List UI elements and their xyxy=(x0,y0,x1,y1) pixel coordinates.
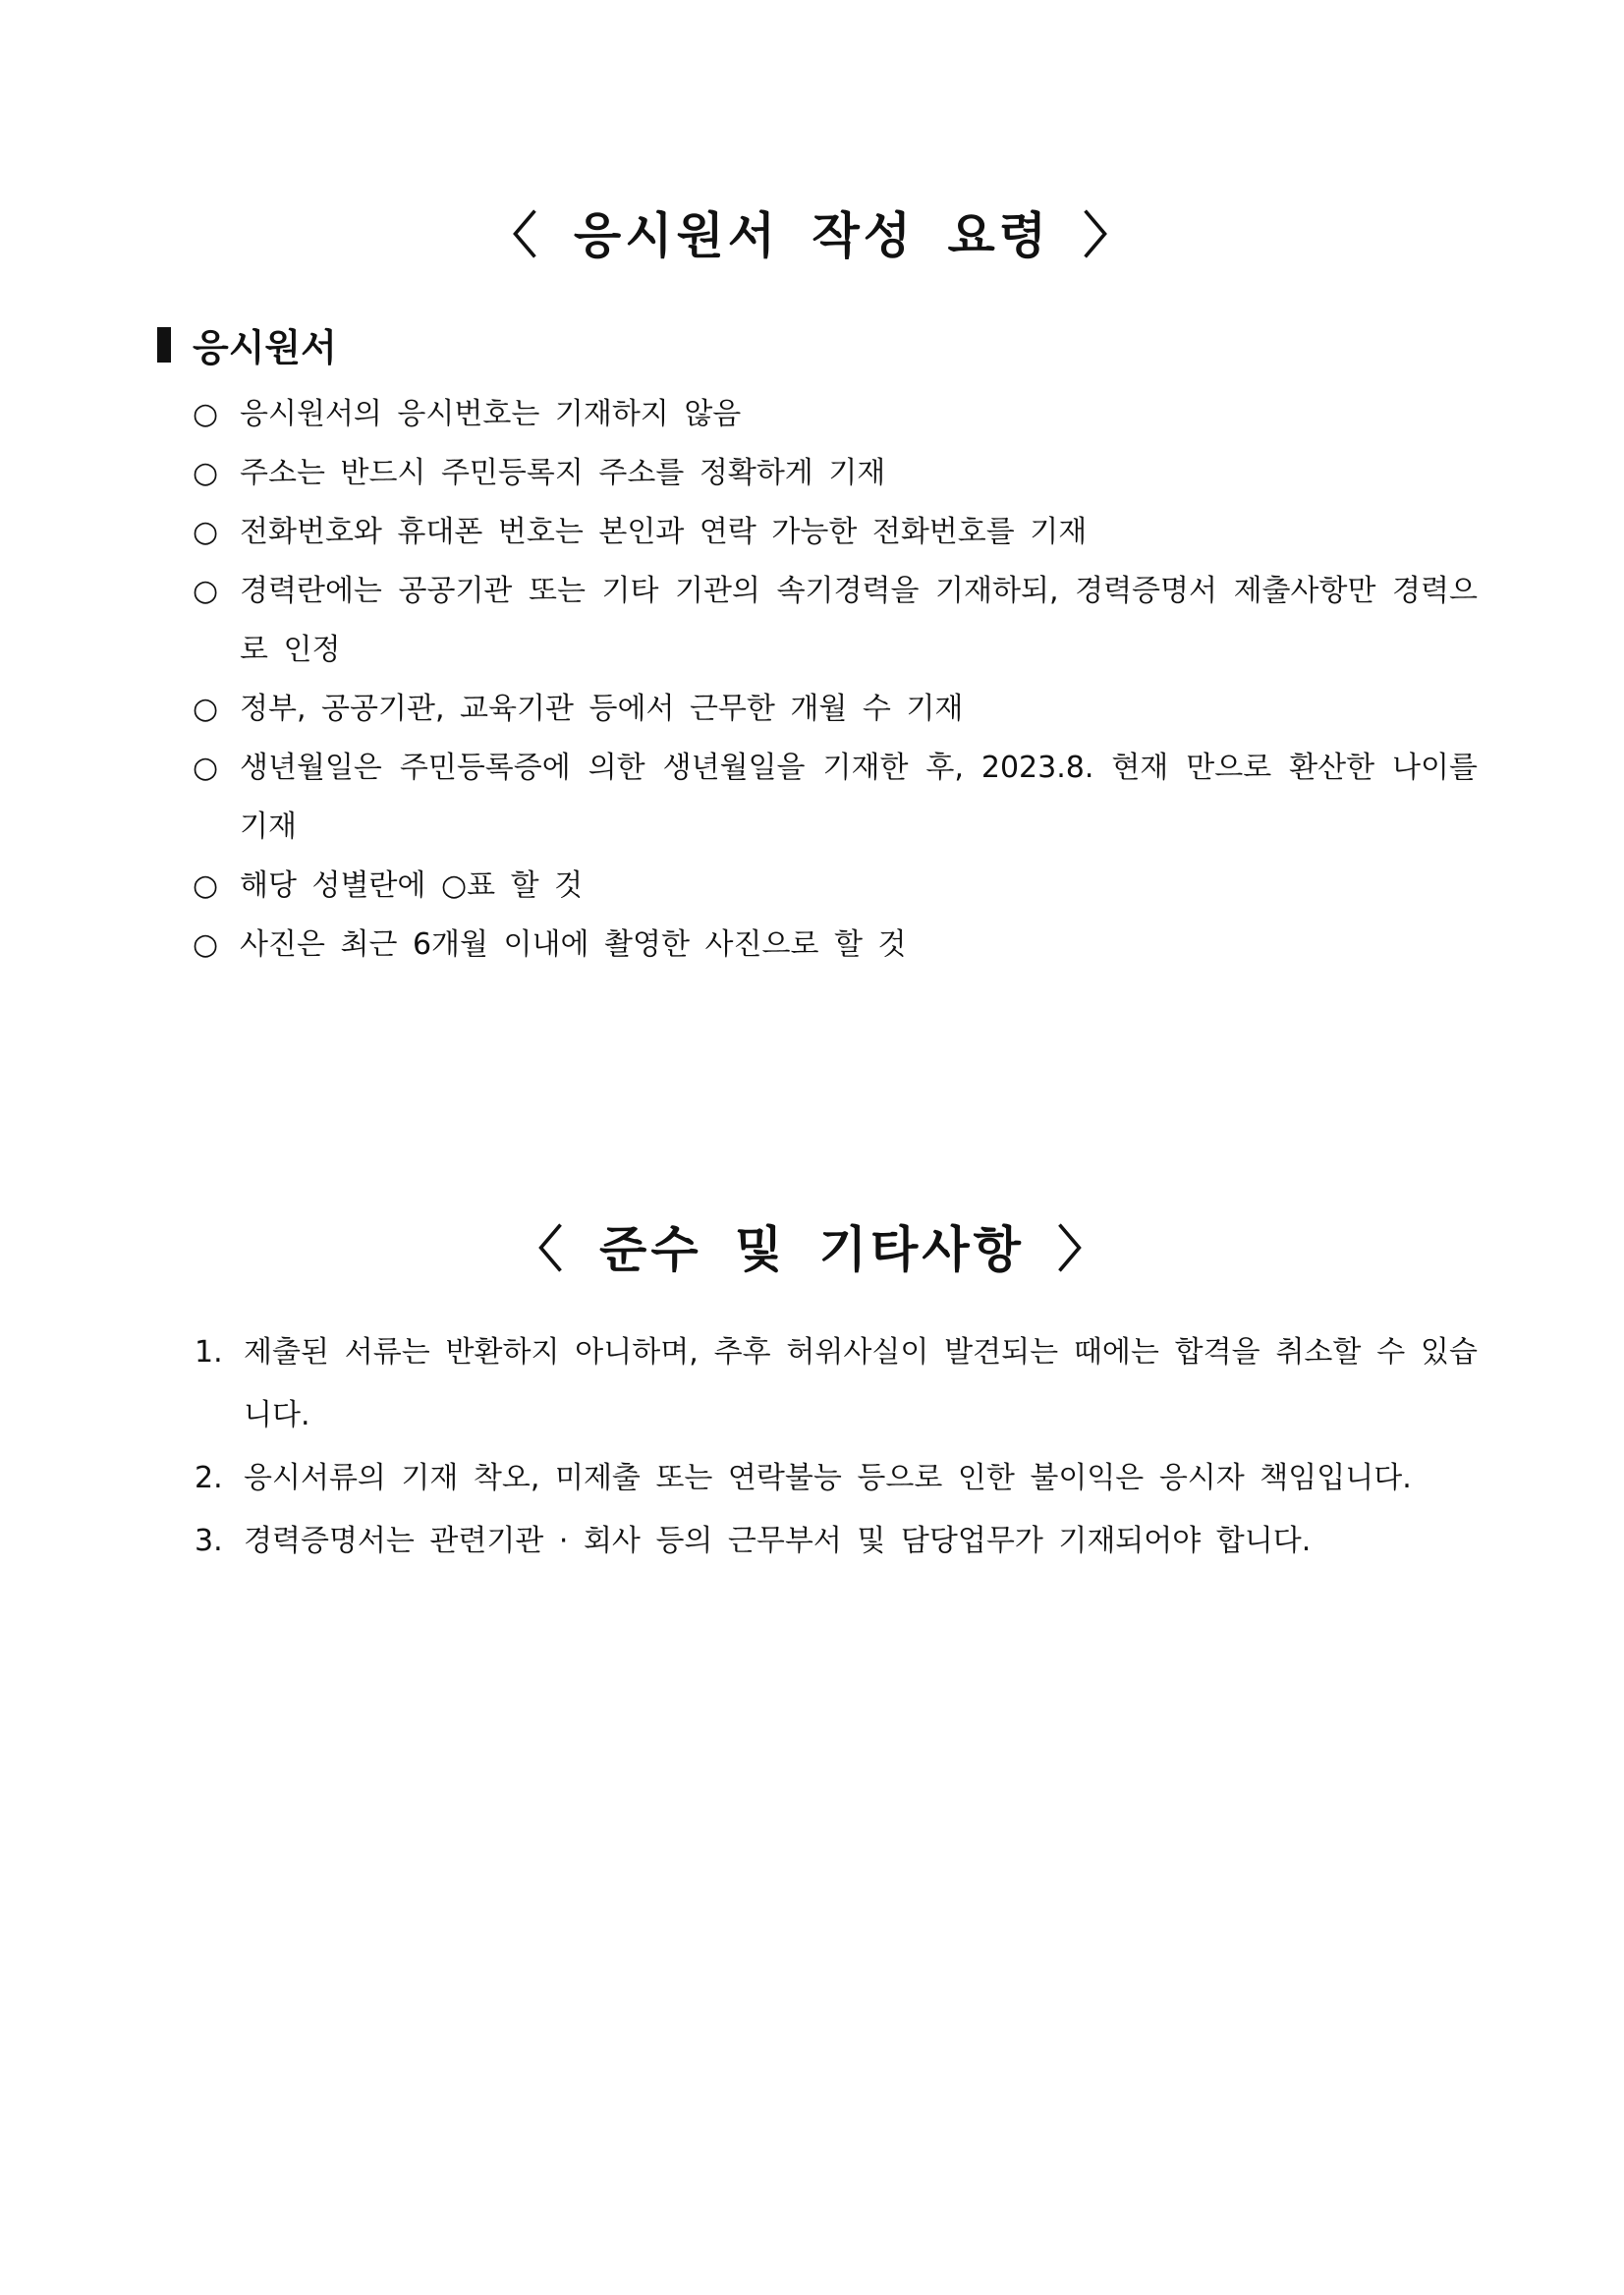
circle-bullet-icon: ○ xyxy=(193,692,219,726)
circle-bullet-icon: ○ xyxy=(193,751,219,785)
section-heading xyxy=(157,317,337,371)
list-item-text: 전화번호와 휴대폰 번호는 본인과 연락 가능한 전화번호를 기재 xyxy=(240,515,1088,549)
circle-bullet-icon: ○ xyxy=(193,927,219,962)
item-number: 1. xyxy=(195,1335,223,1370)
list-item xyxy=(195,1447,1478,1510)
list-item-text: 응시원서의 응시번호는 기재하지 않음 xyxy=(240,397,742,431)
square-bullet-icon xyxy=(157,327,171,363)
list-item xyxy=(193,916,1478,975)
list-item-text: 주소는 반드시 주민등록지 주소를 정확하게 기재 xyxy=(240,456,886,490)
list-item-text: 응시서류의 기재 착오, 미제출 또는 연락불능 등으로 인한 불이익은 응시자 책임입니다. xyxy=(244,1461,1412,1495)
list-item xyxy=(193,680,1478,739)
list-item xyxy=(195,1321,1478,1447)
list-item xyxy=(193,857,1478,916)
list-item xyxy=(193,739,1478,857)
list-item xyxy=(193,385,1478,444)
circle-bullet-icon: ○ xyxy=(193,574,219,608)
list-item-text: 경력증명서는 관련기관 · 회사 등의 근무부서 및 담당업무가 기재되어야 합니다. xyxy=(244,1524,1312,1558)
list-item xyxy=(195,1510,1478,1573)
list-item-text: 사진은 최근 6개월 이내에 촬영한 사진으로 할 것 xyxy=(240,927,907,962)
item-number: 2. xyxy=(195,1461,223,1495)
item-number: 3. xyxy=(195,1524,223,1558)
list-item-text: 정부, 공공기관, 교육기관 등에서 근무한 개월 수 기재 xyxy=(240,692,964,726)
guide-title: 〈 응시원서 작성 요령 〉 xyxy=(487,207,1137,264)
circle-bullet-icon: ○ xyxy=(193,456,219,490)
list-item-text: 제출된 서류는 반환하지 아니하며, 추후 허위사실이 발견되는 때에는 합격을 취소할 수 있습니다. xyxy=(244,1335,1478,1432)
guide-bullet-list xyxy=(193,385,1478,975)
list-item xyxy=(193,444,1478,503)
compliance-title: 〈 준수 및 기타사항 〉 xyxy=(513,1221,1111,1278)
list-item-text: 생년월일은 주민등록증에 의한 생년월일을 기재한 후, 2023.8. 현재 만으로 환산한 나이를 기재 xyxy=(240,751,1478,844)
list-item-text: 경력란에는 공공기관 또는 기타 기관의 속기경력을 기재하되, 경력증명서 제출사항만 경력으로 인정 xyxy=(240,574,1478,667)
list-item-text: 해당 성별란에 ○표 할 것 xyxy=(240,868,584,903)
list-item xyxy=(193,562,1478,680)
circle-bullet-icon: ○ xyxy=(193,515,219,549)
list-item xyxy=(193,503,1478,562)
compliance-list xyxy=(195,1321,1478,1573)
circle-bullet-icon: ○ xyxy=(193,397,219,431)
section-heading-label: 응시원서 xyxy=(193,326,337,369)
circle-bullet-icon: ○ xyxy=(193,868,219,903)
